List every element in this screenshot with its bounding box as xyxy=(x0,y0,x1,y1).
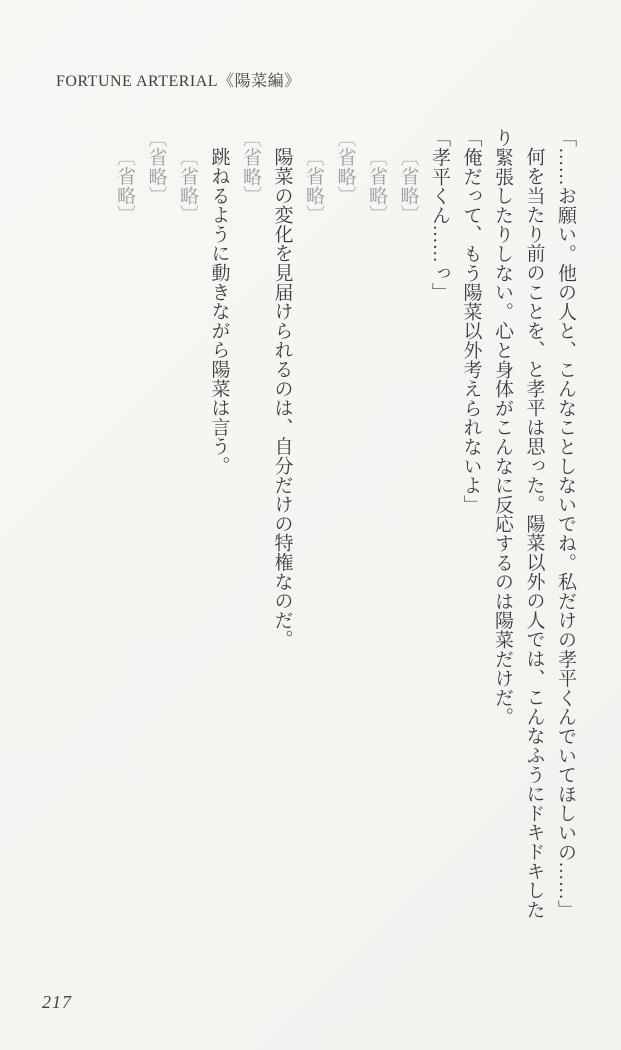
text-column-paragraph: 〔省略〕 xyxy=(177,147,198,225)
text-column-paragraph: 〔省略〕 xyxy=(114,147,135,225)
text-column-paragraph: 〔省略〕 xyxy=(240,128,261,206)
text-column-paragraph: 陽菜の変化を見届けられるのは、自分だけの特権なのだ。 xyxy=(271,147,293,649)
text-column-paragraph: 「俺だって、もう陽菜以外考えられないよ」 xyxy=(460,128,482,514)
text-column-paragraph: 〔省略〕 xyxy=(303,147,324,225)
text-column-paragraph: 「孝平くん……っ」 xyxy=(429,128,450,302)
vertical-text-block xyxy=(109,128,582,930)
text-column-paragraph: 〔省略〕 xyxy=(145,128,167,206)
text-column-paragraph: 「……お願い。他の人と、こんなことしないでね。私だけの孝平くんでいてほしいの……」 xyxy=(555,128,576,920)
text-column-paragraph: 何を当たり前のことを、と孝平は思った。陽菜以外の人では、こんなふうにドキドキしたり緊張したりしない。心と身体がこんなに反応するのは陽菜だけだ。 xyxy=(492,128,545,919)
text-column-paragraph: 〔省略〕 xyxy=(334,128,356,206)
text-column-paragraph: 〔省略〕 xyxy=(366,147,387,225)
running-header: FORTUNE ARTERIAL《陽菜編》 xyxy=(56,73,301,90)
text-column-paragraph: 〔省略〕 xyxy=(397,147,419,225)
text-column-paragraph: 跳ねるように動きながら陽菜は言う。 xyxy=(208,147,230,476)
page-number: 217 xyxy=(42,992,72,1012)
